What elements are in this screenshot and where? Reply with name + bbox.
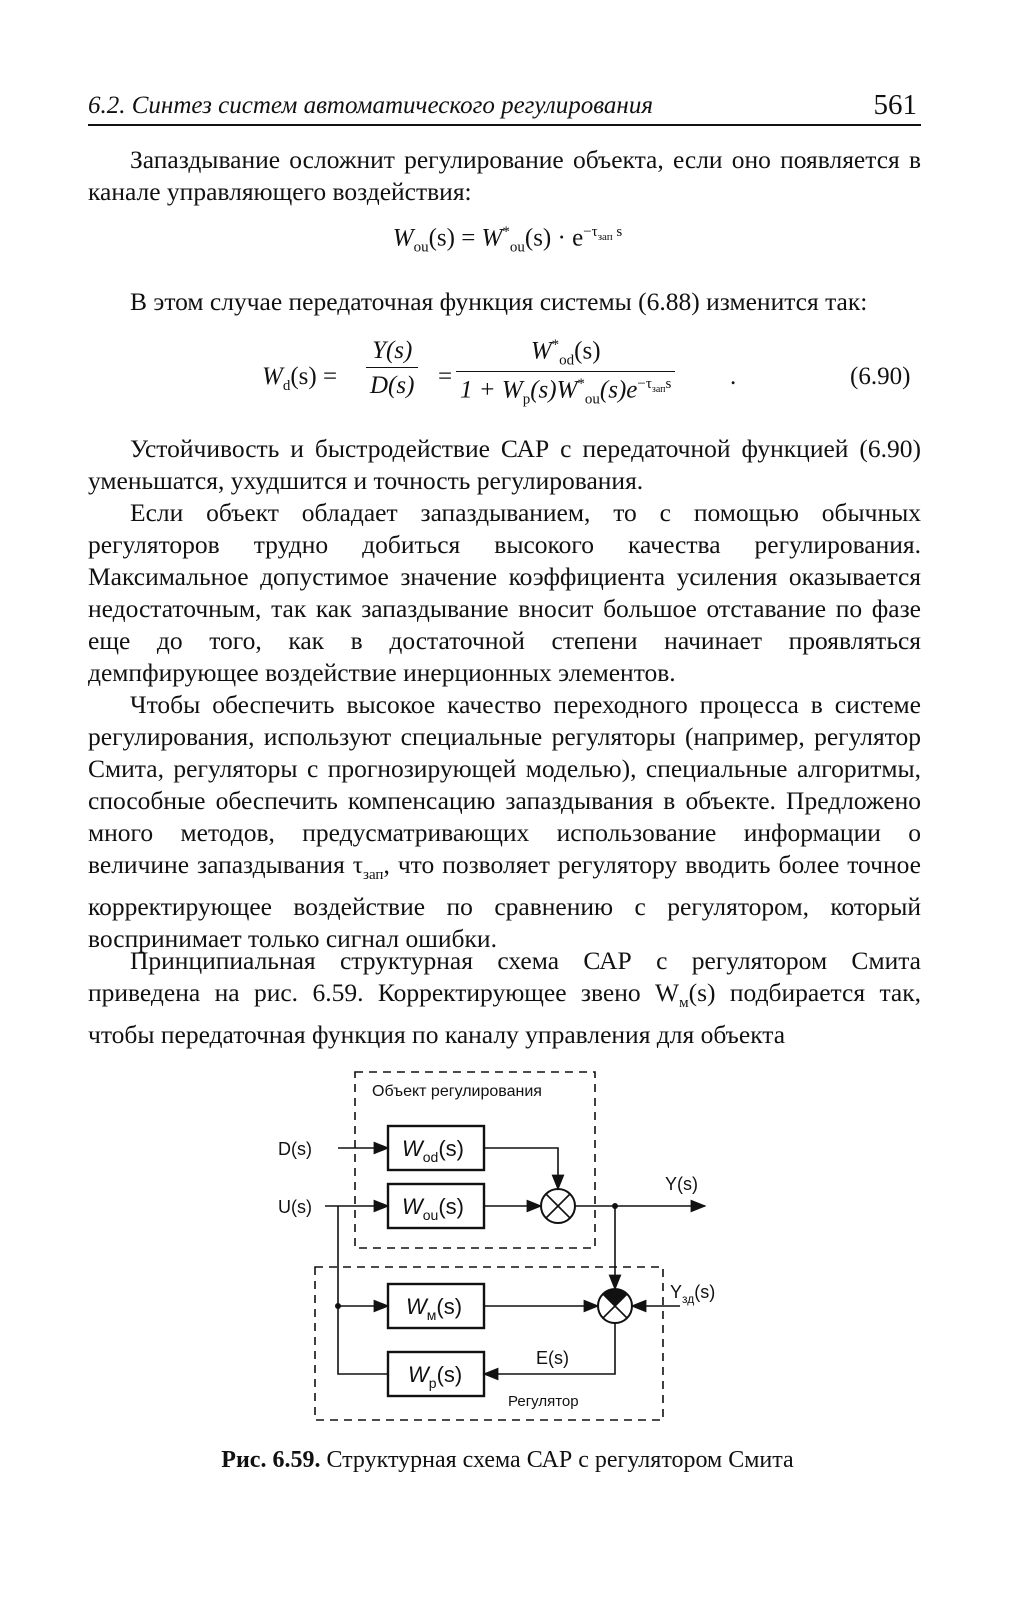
block-wp-label: $W_p(s)$	[408, 1362, 463, 1391]
block-wm-label: $W_м(s)$	[406, 1294, 463, 1323]
formula-delay: $W_{ou}(s) = W^*_{ou}(s) \cdot e^{-\tau_{зап} s}$	[392, 224, 623, 256]
running-title: 6.2. Синтез систем автоматического регулирования	[88, 92, 653, 119]
object-group-label: Объект регулирования	[372, 1083, 542, 1100]
page-header	[88, 80, 921, 126]
equation-6-90: $W_d(s)$ = $\frac{Y(s)}{D(s)}$ = $W^*_{od}(s)$ $1 + W_p(s)W^*_{ou}(s)e^{-\tau_{зап}s}$ . (6.90)	[262, 337, 911, 408]
smith-predictor-diagram	[250, 1060, 770, 1430]
paragraph-6: Принципиальная структурная схема САР с регулятором Смита приведена на рис. 6.59. Корректирующее звено $W_м(s)$ подбирается так, чтобы передаточная функция по каналу управления для объекта	[88, 946, 922, 1050]
fraction-y-over-d: $\frac{Y(s)}{D(s)}$	[366, 337, 418, 400]
paragraph-1: Запаздывание осложнит регулирование объекта, если оно появляется в канале управляющего воздействия:	[88, 145, 921, 206]
page-number: 561	[873, 89, 917, 121]
paragraph-2: В этом случае передаточная функция системы (6.88) изменится так:	[130, 287, 868, 316]
input-u-label: U(s)	[278, 1197, 312, 1217]
eq-lhs: $W_d(s)$ =	[262, 363, 338, 394]
paragraph-5: Чтобы обеспечить высокое качество переходного процесса в системе регулирования, используют специальные регуляторы (например, регулятор Смита, регуляторы с прогнозирующей моделью), специальные алгоритмы, способные обеспечить компенсацию запаздывания в объекте. Предложено много методов, предусматривающих использование информации о величине запаздывания $\tau_{зап}$, что позволяет регулятору вводить более точное корректирующее воздействие по сравнению с регулятором, который воспринимает только сигнал ошибки.	[88, 690, 922, 954]
regulator-group-label: Регулятор	[508, 1393, 579, 1410]
block-wod-label: $W_{od}(s)$	[402, 1136, 464, 1165]
output-y-label: Y(s)	[665, 1174, 698, 1194]
error-label: E(s)	[536, 1348, 569, 1368]
fraction-transfer: $W^*_{od}(s)$ $1 + W_p(s)W^*_{ou}(s)e^{-\tau_{зап}s}$	[456, 337, 675, 409]
block-wou-label: $W_{ou}(s)$	[402, 1194, 464, 1223]
figure-caption: Рис. 6.59. Структурная схема САР с регулятором Смита	[221, 1447, 794, 1473]
paragraph-4: Если объект обладает запаздыванием, то с помощью обычных регуляторов трудно добиться высокого качества регулирования. Максимальное допустимое значение коэффициента усиления оказывается недостаточным, так как запаздывание вносит большое отставание по фазе еще до того, как в достаточной степени начинает проявляться демпфирующее воздействие инерционных элементов.	[88, 498, 921, 687]
paragraph-3: Устойчивость и быстродействие САР с передаточной функцией (6.90) уменьшатся, ухудшится и точность регулирования.	[88, 434, 921, 495]
setpoint-label: $Y_{зд}(s)$	[670, 1282, 716, 1306]
equation-number: (6.90)	[850, 363, 911, 390]
input-d-label: D(s)	[278, 1139, 312, 1159]
